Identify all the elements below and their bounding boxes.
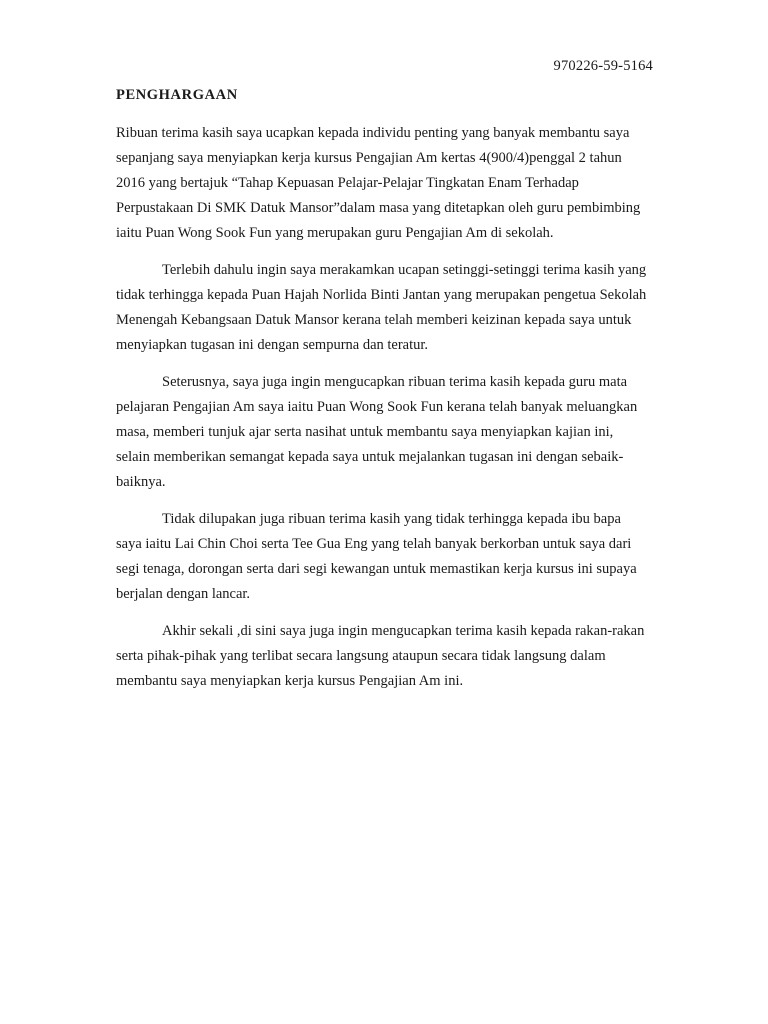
paragraph-principal-thanks: Terlebih dahulu ingin saya merakamkan ucapan setinggi-setinggi terima kasih yang tidak terhingga kepada Puan Hajah Norlida Binti Jantan yang merupakan pengetua Sekolah Menengah Kebangsaan Datuk Mansor kerana telah memberi keizinan kepada saya untuk menyiapkan tugasan ini dengan sempurna dan teratur. bbox=[116, 262, 647, 353]
identity-number: 970226-59-5164 bbox=[553, 58, 653, 74]
page-title: PENGHARGAAN bbox=[116, 87, 238, 103]
paragraph-closing: Akhir sekali ,di sini saya juga ingin mengucapkan terima kasih kepada rakan-rakan serta pihak-pihak yang terlibat secara langsung ataupun secara tidak langsung dalam membantu saya menyiapkan kerja kursus Pengajian Am ini. bbox=[116, 623, 645, 689]
paragraph-teacher-thanks: Seterusnya, saya juga ingin mengucapkan ribuan terima kasih kepada guru mata pelajaran Pengajian Am saya iaitu Puan Wong Sook Fun kerana telah banyak meluangkan masa, memberi tunjuk ajar serta nasihat untuk membantu saya menyiapkan kajian ini, selain memberikan semangat kepada saya untuk mejalankan tugasan ini dengan sebaik-baiknya. bbox=[116, 374, 638, 490]
document-body bbox=[116, 121, 650, 706]
paragraph-intro: Ribuan terima kasih saya ucapkan kepada individu penting yang banyak membantu saya sepanjang saya menyiapkan kerja kursus Pengajian Am kertas 4(900/4)penggal 2 tahun 2016 yang bertajuk “Tahap Kepuasan Pelajar-Pelajar Tingkatan Enam Terhadap Perpustakaan Di SMK Datuk Mansor”dalam masa yang ditetapkan oleh guru pembimbing iaitu Puan Wong Sook Fun yang merupakan guru Pengajian Am di sekolah. bbox=[116, 125, 641, 241]
paragraph-parents-thanks: Tidak dilupakan juga ribuan terima kasih yang tidak terhingga kepada ibu bapa saya iaitu Lai Chin Choi serta Tee Gua Eng yang telah banyak berkorban untuk saya dari segi tenaga, dorongan serta dari segi kewangan untuk memastikan kerja kursus ini supaya berjalan dengan lancar. bbox=[116, 511, 637, 602]
